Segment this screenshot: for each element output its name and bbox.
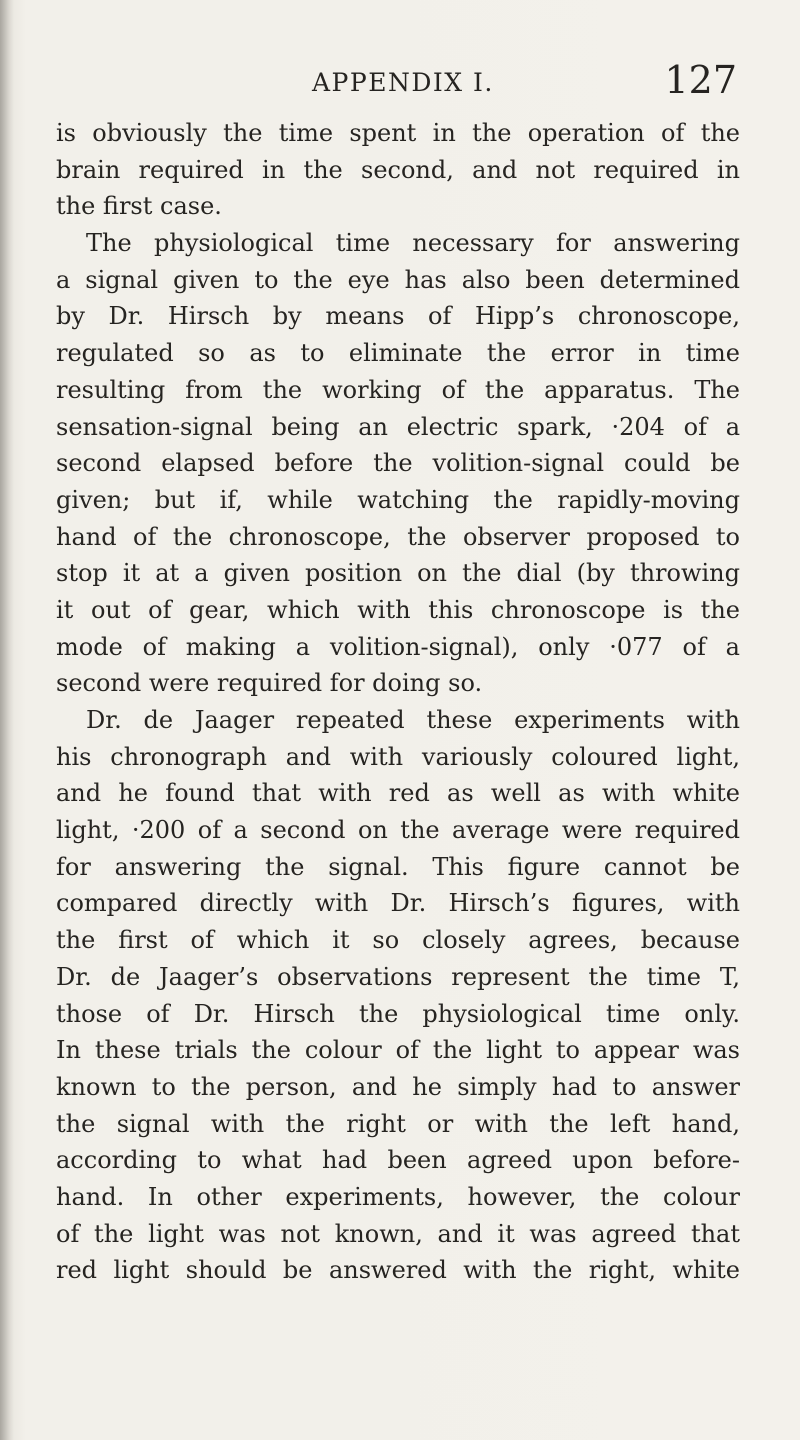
text-line: stop it at a given position on the dial (by throwing xyxy=(56,559,740,588)
text-line: it out of gear, which with this chronoscope is the xyxy=(56,595,740,624)
text-line: light, ·200 of a second on the average were required xyxy=(56,816,740,845)
page-header xyxy=(0,58,800,106)
text-line: compared directly with Dr. Hirsch’s figures, with xyxy=(56,889,740,918)
text-line: In these trials the colour of the light to appear was xyxy=(56,1036,740,1065)
text-line: mode of making a volition-signal), only ·077 of a xyxy=(56,632,740,661)
text-line: hand. In other experiments, however, the colour xyxy=(56,1182,740,1211)
text-line: the signal with the right or with the left hand, xyxy=(56,1109,740,1138)
text-line: resulting from the working of the apparatus. The xyxy=(56,375,740,404)
text-line: his chronograph and with variously coloured light, xyxy=(56,742,740,771)
running-head: APPENDIX I. xyxy=(312,68,494,97)
text-line: second elapsed before the volition-signal could be xyxy=(56,449,740,478)
text-line: regulated so as to eliminate the error in time xyxy=(56,339,740,368)
text-line: The physiological time necessary for answering xyxy=(86,229,740,258)
text-line: hand of the chronoscope, the observer proposed to xyxy=(56,522,740,551)
text-line: is obviously the time spent in the operation of the xyxy=(56,119,740,147)
text-line: a signal given to the eye has also been determined xyxy=(56,265,740,294)
text-line: and he found that with red as well as with white xyxy=(56,779,740,808)
text-line: for answering the signal. This figure cannot be xyxy=(56,852,740,881)
text-line: Dr. de Jaager’s observations represent the time T, xyxy=(56,962,740,991)
text-line: by Dr. Hirsch by means of Hipp’s chronoscope, xyxy=(56,302,740,331)
text-line: Dr. de Jaager repeated these experiments with xyxy=(86,706,740,734)
text-line: the first case. xyxy=(56,192,222,221)
page-number: 127 xyxy=(664,58,737,102)
text-line: according to what had been agreed upon before- xyxy=(56,1146,740,1175)
text-line: the first of which it so closely agrees, because xyxy=(56,926,740,955)
text-line: given; but if, while watching the rapidly-moving xyxy=(56,485,740,514)
text-line: of the light was not known, and it was agreed that xyxy=(56,1219,740,1248)
text-line: those of Dr. Hirsch the physiological time only. xyxy=(56,999,740,1028)
text-line: brain required in the second, and not required in xyxy=(56,155,740,184)
binding-gutter xyxy=(0,0,14,1440)
text-line: second were required for doing so. xyxy=(56,669,483,698)
text-line: known to the person, and he simply had to answer xyxy=(56,1072,740,1101)
body-text xyxy=(56,115,740,1289)
text-line: sensation-signal being an electric spark, ·204 of a xyxy=(56,412,740,441)
text-line: red light should be answered with the right, white xyxy=(56,1256,740,1285)
